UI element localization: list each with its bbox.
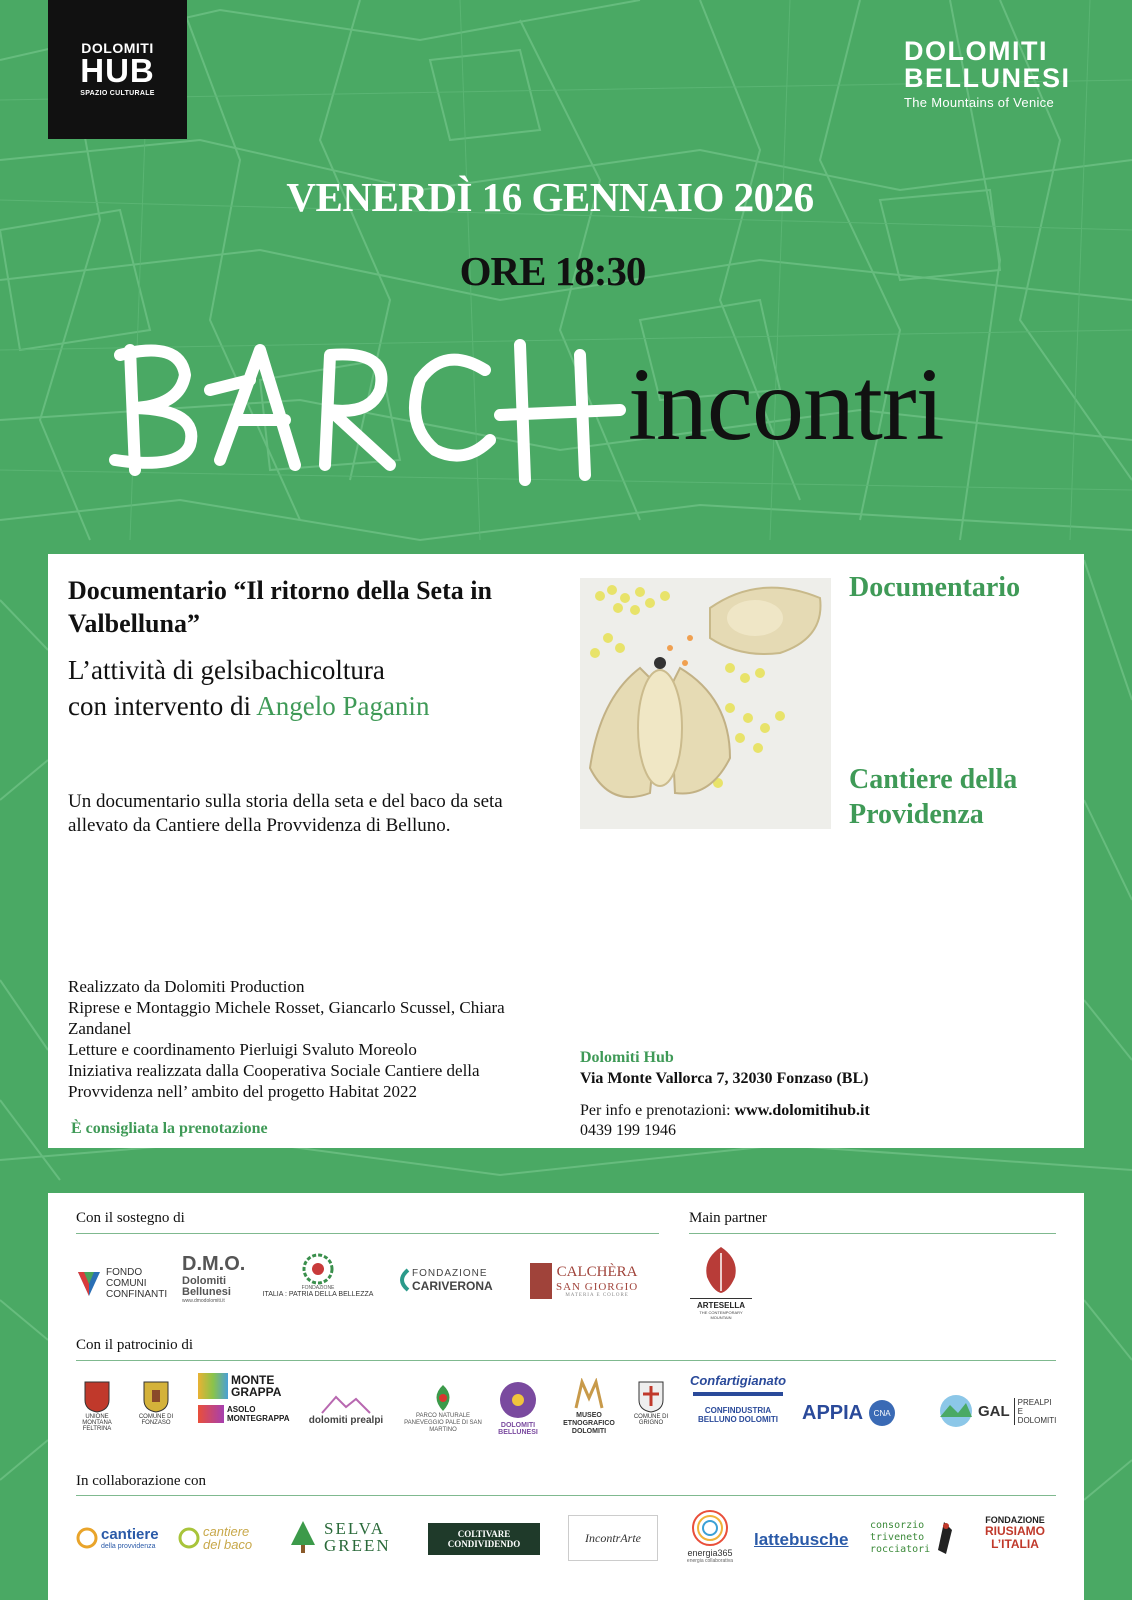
tree-icon bbox=[288, 1519, 318, 1555]
incontrarte-text: IncontrArte bbox=[585, 1530, 641, 1545]
credit-line: Riprese e Montaggio Michele Rosset, Giancarlo Scussel, Chiara Zandanel bbox=[68, 998, 505, 1038]
support-rule bbox=[76, 1233, 659, 1234]
confartigianato-logo bbox=[688, 1373, 788, 1455]
woodpecker-icon bbox=[934, 1520, 954, 1556]
coltivare-logo bbox=[428, 1523, 540, 1555]
documentary-subtitle bbox=[68, 652, 568, 724]
artesella-icon bbox=[699, 1245, 743, 1295]
info-block bbox=[580, 1101, 870, 1141]
dmo-big: D.M.O. bbox=[182, 1253, 246, 1275]
collaboration-label: In collaborazione con bbox=[76, 1473, 206, 1489]
info-prefix: Per info e prenotazioni: bbox=[580, 1102, 735, 1119]
subtitle-line1: L’attività di gelsibachicoltura bbox=[68, 655, 385, 685]
gal-logo bbox=[938, 1391, 1058, 1431]
brand-logo-line1: DOLOMITI bbox=[904, 36, 1048, 66]
artesella-tagline: THE CONTEMPORARY MOUNTAIN bbox=[699, 1310, 743, 1320]
flower-icon bbox=[497, 1378, 539, 1422]
collaboration-rule bbox=[76, 1495, 1056, 1496]
museo-logo bbox=[560, 1378, 618, 1450]
barch-logo bbox=[90, 330, 630, 490]
riusiamo-bottom: RIUSIAMO L’ITALIA bbox=[985, 1524, 1045, 1551]
consorzio-text: consorzio triveneto rocciatori bbox=[870, 1520, 931, 1555]
cantiere-baco-logo bbox=[178, 1518, 274, 1558]
fondo-comuni-logo bbox=[76, 1263, 176, 1303]
subtitle-prefix: con intervento di bbox=[68, 691, 257, 721]
parco-leaf-icon bbox=[428, 1383, 458, 1413]
cariverona-icon bbox=[396, 1268, 410, 1292]
lattebusche-text: lattebusche bbox=[754, 1530, 849, 1549]
fondazione-italia-logo bbox=[258, 1253, 378, 1309]
credits-block bbox=[68, 976, 548, 1102]
category-label: Documentario bbox=[849, 572, 1021, 603]
support-label: Con il sostegno di bbox=[76, 1210, 185, 1226]
riusiamo-top: FONDAZIONE bbox=[985, 1515, 1045, 1525]
fondo-icon bbox=[76, 1268, 102, 1298]
energia-rings-icon bbox=[690, 1508, 730, 1548]
dolomiti-bellunesi-park-text: DOLOMITI BELLUNESI bbox=[498, 1422, 538, 1436]
booking-note: È consigliata la prenotazione bbox=[71, 1120, 268, 1137]
baco-text: cantiere del baco bbox=[203, 1524, 253, 1552]
museo-text: MUSEO ETNOGRAFICO DOLOMITI bbox=[563, 1412, 615, 1435]
event-time: ORE 18:30 bbox=[459, 248, 646, 294]
asolo-text: ASOLO MONTEGRAPPA bbox=[227, 1405, 290, 1423]
gal-icon bbox=[938, 1393, 974, 1429]
dmo-small: Dolomiti Bellunesi bbox=[182, 1275, 231, 1298]
credit-line: Iniziativa realizzata dalla Cooperativa Sociale Cantiere della Provvidenza nell’ ambito del progetto Habitat 2022 bbox=[68, 1061, 480, 1101]
incontrarte-logo bbox=[568, 1515, 658, 1561]
grigno-text: COMUNE DI GRIGNO bbox=[633, 1414, 669, 1426]
baco-icon bbox=[178, 1527, 200, 1549]
cantiere-sub: della provvidenza bbox=[101, 1543, 156, 1550]
fonzaso-crest-icon bbox=[140, 1378, 172, 1414]
hub-logo-line2: HUB bbox=[80, 52, 155, 89]
cariverona-logo bbox=[396, 1265, 516, 1295]
riusiamo-logo bbox=[970, 1515, 1060, 1559]
credit-line: Realizzato da Dolomiti Production bbox=[68, 977, 305, 996]
energia-text: energia365 bbox=[687, 1548, 733, 1558]
prealpi-text: dolomiti prealpi bbox=[308, 1415, 384, 1426]
phone-number: 0439 199 1946 bbox=[580, 1122, 676, 1139]
event-date: VENERDÌ 16 GENNAIO 2026 bbox=[286, 174, 814, 220]
italia-small: FONDAZIONE bbox=[301, 1285, 335, 1291]
sponsors-panel bbox=[48, 1193, 1084, 1600]
museo-icon bbox=[572, 1378, 606, 1412]
fonzaso-logo bbox=[134, 1378, 178, 1448]
info-url[interactable]: www.dolomitihub.it bbox=[734, 1102, 870, 1119]
selva-green-logo bbox=[288, 1515, 400, 1559]
organizer-label: Cantiere della Providenza bbox=[849, 764, 1018, 830]
italia-icon bbox=[300, 1253, 336, 1285]
energia365-logo bbox=[678, 1508, 742, 1572]
cariverona-bottom: CARIVERONA bbox=[412, 1278, 493, 1293]
lattebusche-logo bbox=[754, 1523, 854, 1557]
coltivare-text: COLTIVARE CONDIVIDENDO bbox=[447, 1529, 521, 1549]
prealpi-mountain-icon bbox=[320, 1393, 372, 1415]
cantiere-provvidenza-logo bbox=[76, 1518, 164, 1558]
dolomiti-bellunesi-park-logo bbox=[490, 1378, 546, 1450]
documentary-description: Un documentario sulla storia della seta e del baco da seta allevato da Cantiere della Provvidenza di Belluno. bbox=[68, 791, 503, 836]
consorzio-logo bbox=[870, 1515, 960, 1561]
gal-text: GAL bbox=[978, 1402, 1010, 1420]
artesella-name: ARTESELLA bbox=[697, 1301, 745, 1310]
venue-name: Dolomiti Hub bbox=[580, 1049, 674, 1066]
confartigianato-text: Confartigianato bbox=[689, 1373, 787, 1388]
parco-logo bbox=[403, 1383, 483, 1445]
patronage-label: Con il patrocinio di bbox=[76, 1337, 194, 1353]
cantiere-text: cantiere bbox=[101, 1526, 159, 1543]
confindustria-text: CONFINDUSTRIA BELLUNO DOLOMITI bbox=[698, 1406, 778, 1424]
dmo-url: www.dmodolomiti.it bbox=[182, 1298, 225, 1304]
monte-grappa-logo bbox=[198, 1373, 288, 1453]
partner-label: Main partner bbox=[689, 1210, 767, 1226]
calchera-logo bbox=[530, 1261, 655, 1301]
appia-logo bbox=[802, 1393, 922, 1433]
appia-text: APPIA bbox=[802, 1401, 864, 1424]
cna-text: CNA bbox=[869, 1400, 895, 1426]
documentary-title: Documentario “Il ritorno della Seta in Valbelluna” bbox=[68, 576, 492, 638]
italia-name: ITALIA : PATRIA DELLA BELLEZZA bbox=[262, 1291, 374, 1298]
hub-logo-line3: SPAZIO CULTURALE bbox=[80, 90, 155, 97]
speaker-name: Angelo Paganin bbox=[256, 691, 430, 721]
calchera-top: CALCHÈRA bbox=[556, 1264, 638, 1280]
feltrina-logo bbox=[76, 1378, 118, 1448]
subtitle-line2 bbox=[68, 688, 568, 724]
cariverona-top: FONDAZIONE bbox=[412, 1267, 488, 1279]
venue-block bbox=[580, 1047, 868, 1089]
brand-logo-line2: BELLUNESI bbox=[904, 63, 1071, 93]
hub-logo-line1: DOLOMITI bbox=[81, 40, 154, 56]
calchera-icon bbox=[530, 1263, 552, 1299]
silk-moth-photo bbox=[580, 578, 831, 829]
credit-line: Letture e coordinamento Pierluigi Svaluto Moreolo bbox=[68, 1040, 417, 1059]
parco-text: PARCO NATURALE PANEVEGGIO PALE DI SAN MARTINO bbox=[404, 1413, 482, 1433]
partner-rule bbox=[689, 1233, 1056, 1234]
feltrina-text: UNIONE MONTANA FELTRINA bbox=[82, 1414, 112, 1432]
dolomiti-bellunesi-logo bbox=[904, 38, 1084, 110]
info-line bbox=[580, 1101, 870, 1121]
selva-text: SELVA GREEN bbox=[324, 1519, 391, 1555]
gal-small-text: PREALPI E DOLOMITI bbox=[1014, 1398, 1054, 1425]
fonzaso-text: COMUNE DI FONZASO bbox=[138, 1414, 174, 1426]
artesella-logo bbox=[689, 1245, 753, 1335]
cantiere-icon bbox=[76, 1527, 98, 1549]
fondo-text: FONDO COMUNI CONFINANTI bbox=[106, 1266, 168, 1300]
brand-logo-tagline: The Mountains of Venice bbox=[904, 95, 1054, 110]
feltrina-crest-icon bbox=[81, 1378, 113, 1414]
calchera-mid: SAN GIORGIO bbox=[556, 1281, 639, 1293]
monte-grappa-top: MONTE GRAPPA bbox=[231, 1373, 282, 1399]
asolo-icon bbox=[198, 1405, 224, 1423]
calchera-bottom: MATERIA E COLORE bbox=[565, 1293, 629, 1298]
patronage-rule bbox=[76, 1360, 1056, 1361]
dolomiti-prealpi-logo bbox=[306, 1393, 386, 1437]
series-word: incontri bbox=[628, 347, 944, 462]
monte-grappa-icon bbox=[198, 1373, 228, 1399]
dmo-logo bbox=[182, 1253, 258, 1309]
dolomiti-hub-logo bbox=[48, 0, 187, 139]
grigno-crest-icon bbox=[635, 1378, 667, 1414]
grigno-logo bbox=[628, 1378, 674, 1448]
venue-address: Via Monte Vallorca 7, 32030 Fonzaso (BL) bbox=[580, 1070, 869, 1087]
energia-sub: energia collaborativa bbox=[686, 1558, 734, 1564]
